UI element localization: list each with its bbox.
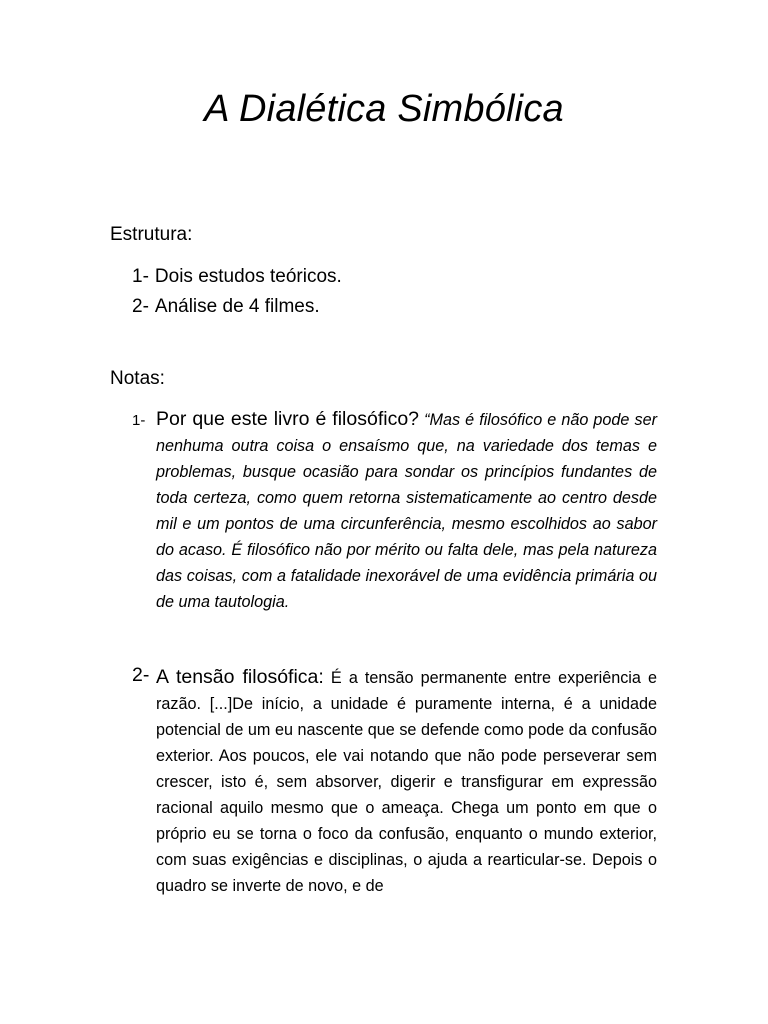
note-number: 2- [132,664,150,686]
list-item [132,292,342,322]
note-item [132,406,657,615]
list-item-text: Dois estudos teóricos. [154,266,342,287]
document-title: A Dialética Simbólica [204,88,564,130]
note-item [132,664,657,899]
note-quote: “Mas é filosófico e não pode ser nenhuma outra coisa o ensaísmo que, na variedade dos temas e problemas, busque ocasião para sondar os princípios fundantes de toda certeza, como quem retorna sistematicamente ao centro desde mil e um pontos de uma circunferência, mesmo escolhidos ao sabor do acaso. É filosófico não por mérito ou falta dele, mas pela natureza das coisas, com a fatalidade inexorável de uma evidência primária ou de uma tautologia. [156,411,657,611]
list-item-number: 2- [132,296,149,317]
note-lead: A tensão filosófica: [156,666,324,688]
list-item-text: Análise de 4 filmes. [154,296,320,317]
list-item-number: 1- [132,266,149,287]
note-body [156,406,657,615]
structure-heading: Estrutura: [110,224,193,245]
notes-heading: Notas: [110,368,165,389]
note-body [156,664,657,899]
note-text: É a tensão permanente entre experiência e razão. [...]De início, a unidade é puramente interna, é a unidade potencial de um eu nascente que se defende como pode da confusão exterior. Aos poucos, ele vai notando que não pode perseverar sem crescer, isto é, sem absorver, digerir e transfigurar em expressão racional aquilo mesmo que o ameaça. Chega um ponto em que o próprio eu se torna o foco da confusão, enquanto o mundo exterior, com suas exigências e disciplinas, o ajuda a rearticular-se. Depois o quadro se inverte de novo, e de [156,669,657,895]
note-number: 1- [132,412,146,429]
list-item [132,262,342,292]
structure-list [132,262,342,322]
note-lead: Por que este livro é filosófico? [156,408,420,430]
